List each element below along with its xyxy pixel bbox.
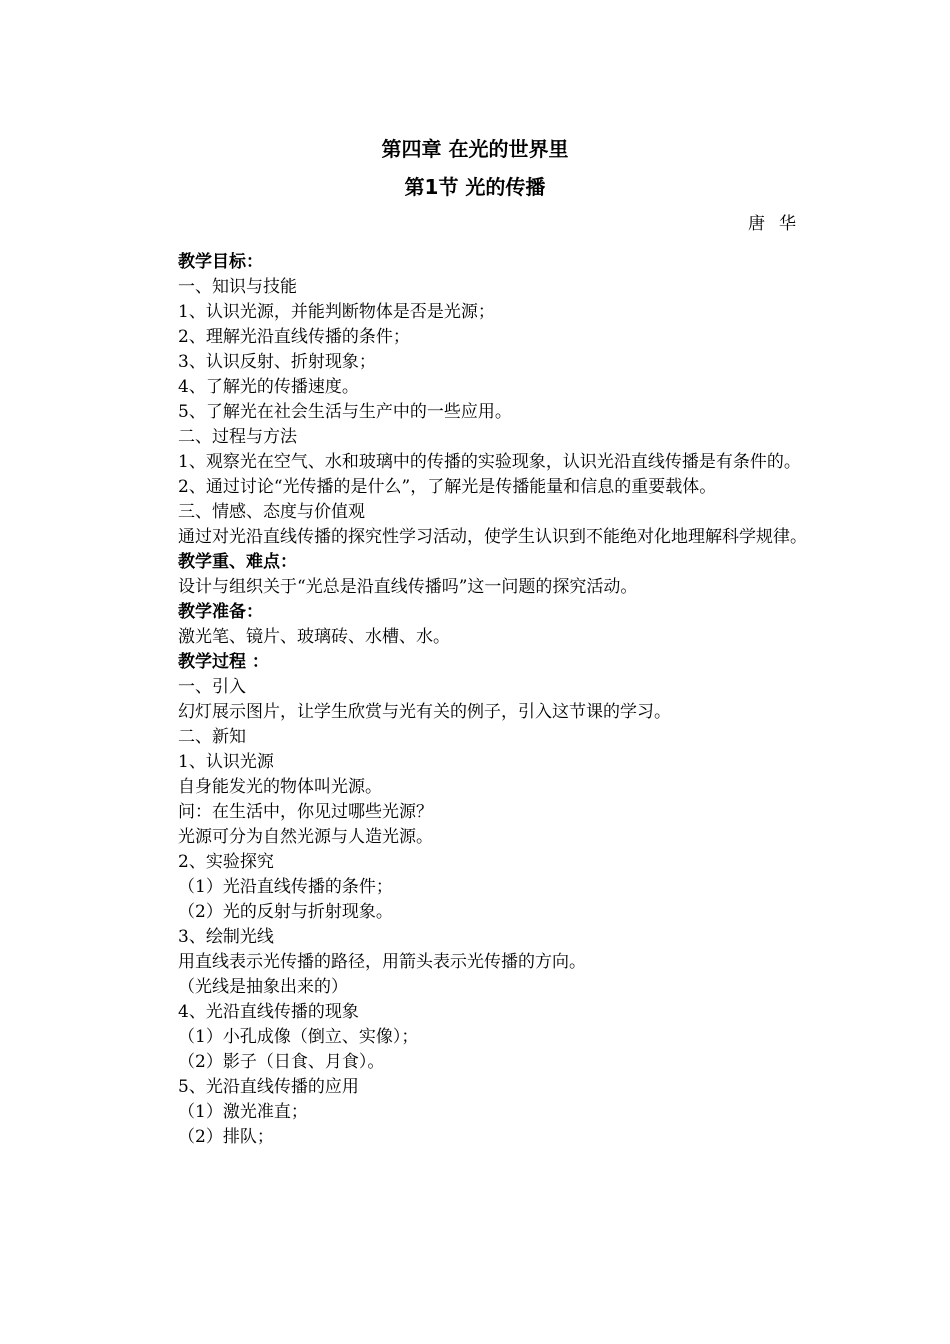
paragraph: 1、观察光在空气、水和玻璃中的传播的实验现象，认识光沿直线传播是有条件的。 (178, 452, 801, 472)
paragraph: 2、通过讨论“光传播的是什么”，了解光是传播能量和信息的重要载体。 (178, 477, 717, 497)
text-line: （1）激光准直； (178, 1102, 308, 1122)
subheading-introduction: 一、引入 (178, 677, 246, 697)
author-name: 唐华 (748, 214, 810, 234)
subheading-new-knowledge: 二、新知 (178, 727, 246, 747)
subheading-process-methods: 二、过程与方法 (178, 427, 297, 447)
text-line: 问：在生活中，你见过哪些光源？ (178, 802, 433, 822)
heading-teaching-preparation: 教学准备： (178, 602, 263, 622)
text-line: 激光笔、镜片、玻璃砖、水槽、水。 (178, 627, 450, 647)
text-line: （光线是抽象出来的） (178, 977, 348, 997)
text-line: 用直线表示光传播的路径，用箭头表示光传播的方向。 (178, 952, 586, 972)
lesson-plan-body (145, 250, 807, 1150)
text-line: 2、实验探究 (178, 852, 274, 872)
text-line: （1）光沿直线传播的条件； (178, 877, 393, 897)
heading-teaching-process: 教学过程 ： (178, 652, 269, 672)
subheading-emotions-values: 三、情感、态度与价值观 (178, 502, 365, 522)
text-line: 3、绘制光线 (178, 927, 274, 947)
text-line: 5、光沿直线传播的应用 (178, 1077, 359, 1097)
text-line: （2）排队； (178, 1127, 274, 1147)
objective-item: 1、认识光源，并能判断物体是否是光源； (178, 302, 495, 322)
text-line: 1、认识光源 (178, 752, 274, 772)
chapter-title: 第四章 在光的世界里 (381, 137, 569, 161)
text-line: 光源可分为自然光源与人造光源。 (178, 827, 433, 847)
section-title: 第1节 光的传播 (404, 175, 546, 199)
objective-item: 5、了解光在社会生活与生产中的一些应用。 (178, 402, 512, 422)
objective-item: 2、理解光沿直线传播的条件； (178, 327, 410, 347)
text-line: （2）影子（日食、月食）。 (178, 1052, 385, 1072)
text-line: 设计与组织关于“光总是沿直线传播吗”这一问题的探究活动。 (178, 577, 638, 597)
objective-item: 4、了解光的传播速度。 (178, 377, 359, 397)
text-line: 自身能发光的物体叫光源。 (178, 777, 382, 797)
heading-key-difficult-points: 教学重、难点： (178, 552, 297, 572)
subheading-knowledge-skills: 一、知识与技能 (178, 277, 297, 297)
text-line: （2）光的反射与折射现象。 (178, 902, 393, 922)
text-line: 幻灯展示图片，让学生欣赏与光有关的例子，引入这节课的学习。 (178, 702, 671, 722)
objective-item: 3、认识反射、折射现象； (178, 352, 376, 372)
paragraph: 通过对光沿直线传播的探究性学习活动，使学生认识到不能绝对化地理解科学规律。 (178, 527, 807, 547)
text-line: （1）小孔成像（倒立、实像）； (178, 1027, 419, 1047)
heading-teaching-objectives: 教学目标： (178, 252, 263, 272)
text-line: 4、光沿直线传播的现象 (178, 1002, 359, 1022)
